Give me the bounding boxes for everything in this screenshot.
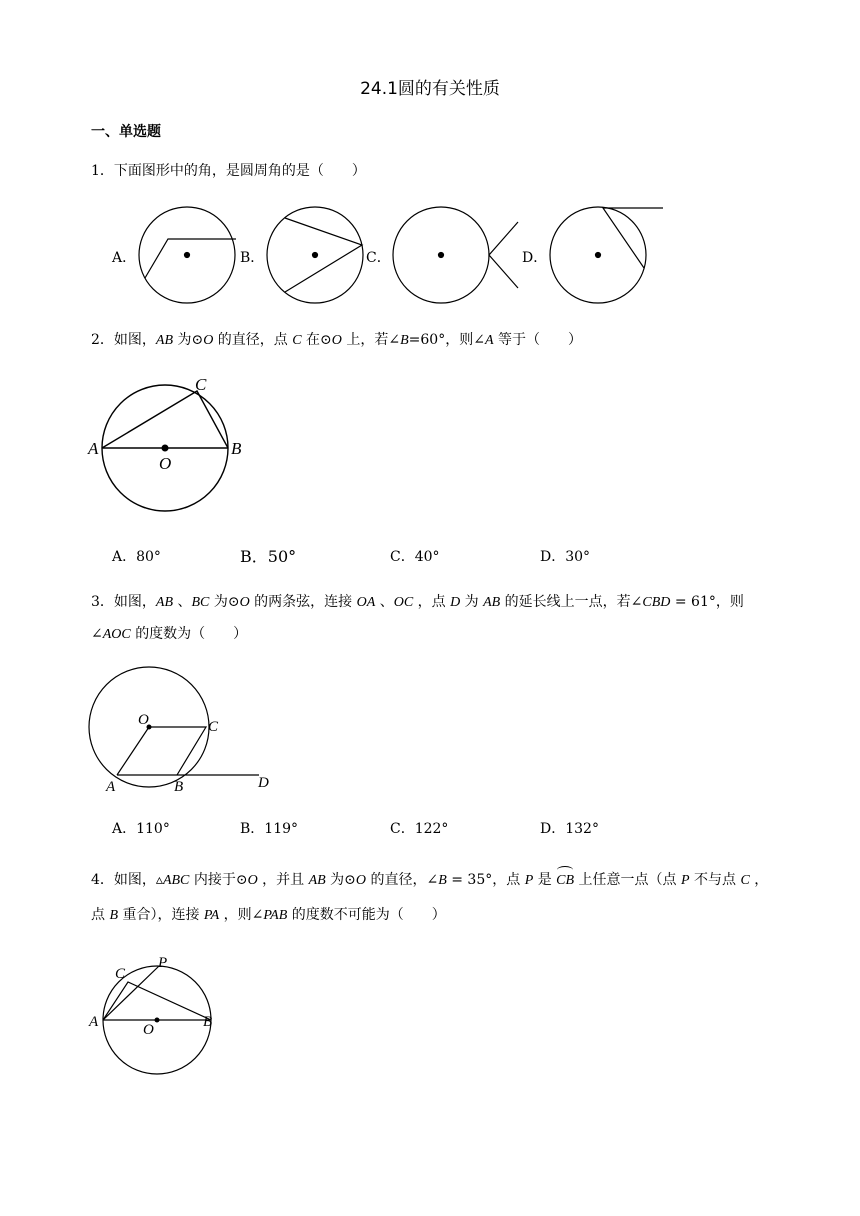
q1-figure-a bbox=[139, 207, 236, 303]
q3-option-b: B．119° bbox=[240, 821, 299, 837]
q1-figure-d bbox=[550, 207, 663, 303]
q4-label-o: O bbox=[143, 1022, 154, 1038]
q1-figures bbox=[0, 0, 860, 320]
q4-label-p: P bbox=[158, 955, 168, 971]
q4-label-a: A bbox=[89, 1014, 99, 1030]
section-heading: 一、单选题 bbox=[91, 124, 161, 140]
q3-label-o: O bbox=[138, 712, 149, 728]
q2-option-a: A．80° bbox=[112, 549, 161, 565]
q3-option-a: A．110° bbox=[112, 821, 170, 837]
question-2-text: 2．如图，AB 为⊙O 的直径，点 C 在⊙O 上，若∠B=60°，则∠A 等于（ ） bbox=[91, 332, 582, 348]
q1-figure-b bbox=[267, 207, 363, 303]
q3-figure bbox=[0, 660, 300, 800]
q2-label-b: B bbox=[231, 439, 242, 458]
q2-option-b: B．50° bbox=[240, 547, 297, 566]
q3-label-c: C bbox=[208, 719, 219, 735]
q2-option-c: C．40° bbox=[390, 549, 440, 565]
q2-label-a: A bbox=[88, 439, 99, 458]
question-3-text-line2: ∠AOC 的度数为（ ） bbox=[91, 626, 248, 642]
q3-option-d: D．132° bbox=[540, 821, 599, 837]
q4-figure bbox=[0, 950, 260, 1080]
q1-option-a: A． bbox=[112, 250, 137, 266]
question-1-text: 1．下面图形中的角，是圆周角的是（ ） bbox=[91, 163, 366, 179]
q3-label-b: B bbox=[174, 779, 184, 795]
q3-option-c: C．122° bbox=[390, 821, 449, 837]
question-4-text-line1: 4．如图，▵ABC 内接于⊙O ，并且 AB 为⊙O 的直径，∠B = 35°，点 P 是 CB 上任意一点（点 P 不与点 C ， bbox=[91, 869, 768, 892]
question-4-text-line2: 点 B 重合），连接 PA ，则∠PAB 的度数不可能为（ ） bbox=[91, 907, 446, 923]
q2-label-c: C bbox=[195, 375, 207, 394]
q4-label-b: B bbox=[203, 1014, 213, 1030]
q1-option-b: B． bbox=[240, 250, 265, 266]
q2-figure bbox=[0, 360, 300, 530]
question-3-text-line1: 3．如图，AB 、BC 为⊙O 的两条弦，连接 OA 、OC ，点 D 为 AB 的延长线上一点，若∠CBD = 61°，则 bbox=[91, 594, 744, 610]
q1-option-d: D． bbox=[522, 250, 548, 266]
q2-label-o: O bbox=[159, 454, 172, 473]
q2-option-d: D．30° bbox=[540, 549, 591, 565]
q1-figure-c bbox=[393, 207, 518, 303]
page-title: 24.1圆的有关性质 bbox=[360, 79, 500, 99]
q3-label-d: D bbox=[258, 775, 269, 791]
q1-option-c: C． bbox=[366, 250, 391, 266]
q4-label-c: C bbox=[115, 966, 126, 982]
q3-label-a: A bbox=[106, 779, 116, 795]
